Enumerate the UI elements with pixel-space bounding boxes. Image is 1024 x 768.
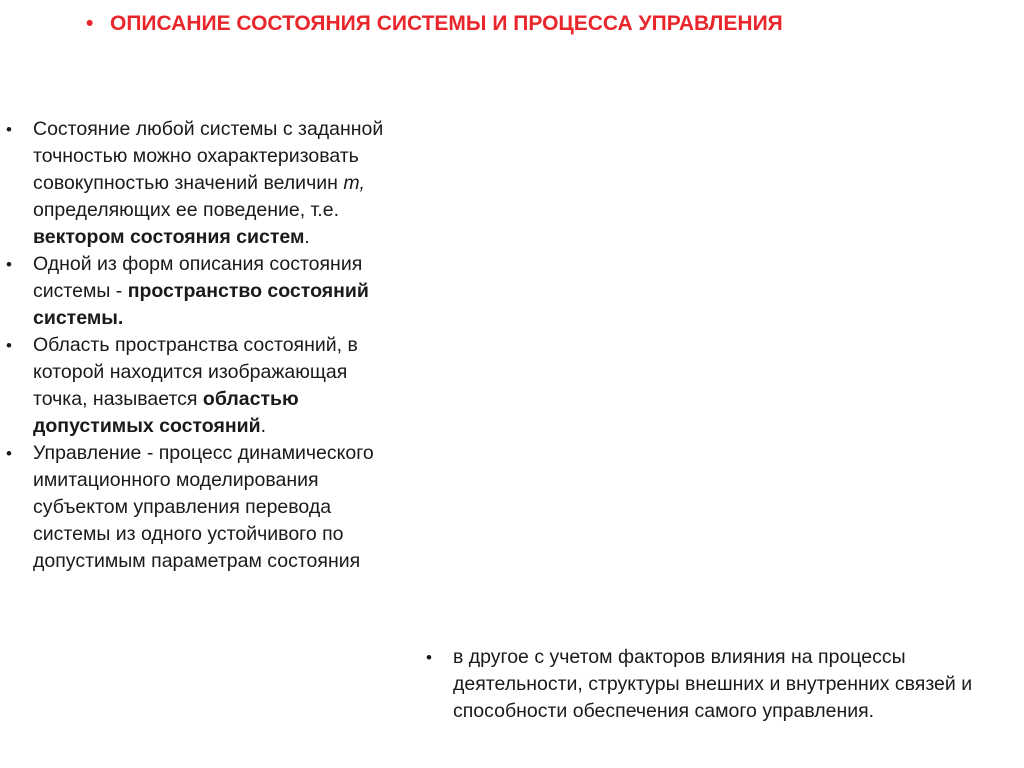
list-item-control <box>6 440 398 575</box>
bullet-marker: • <box>6 444 12 463</box>
bullet-marker: • <box>6 336 12 355</box>
item-text: . <box>304 226 310 248</box>
list-item-state-space <box>6 251 398 332</box>
item-text: Одной из форм описания состояния системы - <box>33 253 363 302</box>
list-item-admissible-region <box>6 332 398 440</box>
title-bullet: • <box>86 12 94 35</box>
bullet-marker: • <box>6 120 12 139</box>
left-bullet-list <box>6 116 398 575</box>
item-variable: m, <box>343 172 365 194</box>
item-text: определяющих ее поведение, т.е. <box>33 199 339 221</box>
item-text: . <box>260 415 266 437</box>
list-item-state-vector <box>6 116 398 251</box>
bullet-marker: • <box>426 648 432 667</box>
item-term: пространство состояний системы. <box>33 280 369 329</box>
item-text: Состояние любой системы с заданной точностью можно охарактеризовать совокупностью значений величин <box>33 118 384 194</box>
list-item-control-continued <box>426 644 996 725</box>
slide-title <box>86 10 986 38</box>
item-text: Управление - процесс динамического имитационного моделирования субъектом управления перевода системы из одного устойчивого по допустимым параметрам состояния <box>33 442 374 572</box>
item-term: вектором состояния систем <box>33 226 305 248</box>
item-text: в другое с учетом факторов влияния на процессы деятельности, структуры внешних и внутренних связей и способности обеспечения самого управления. <box>453 646 973 722</box>
item-term: областью допустимых состояний <box>33 388 299 437</box>
right-bullet-list <box>426 644 996 725</box>
item-text: Область пространства состояний, в которой находится изображающая точка, называется <box>33 334 358 410</box>
bullet-marker: • <box>6 255 12 274</box>
slide-title-text: ОПИСАНИЕ СОСТОЯНИЯ СИСТЕМЫ И ПРОЦЕССА УПРАВЛЕНИЯ <box>110 12 783 35</box>
